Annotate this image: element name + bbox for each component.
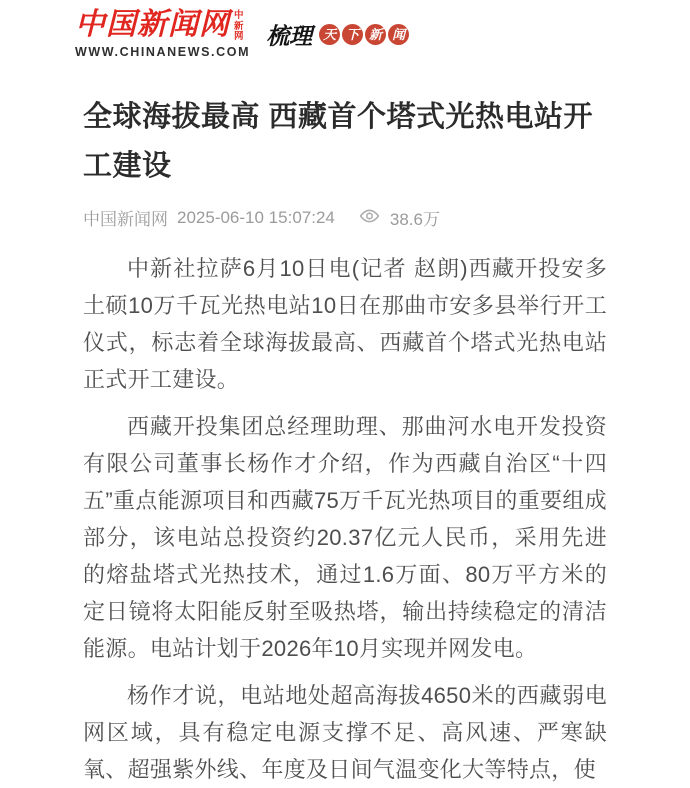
- article-source: 中国新闻网: [83, 205, 168, 230]
- article-paragraph: 中新社拉萨6月10日电(记者 赵朗)西藏开投安多土硕10万千瓦光热电站10日在那曲市安多县举行开工仪式，标志着全球海拔最高、西藏首个塔式光热电站正式开工建设。: [83, 250, 607, 398]
- chinanews-logo-side-text: 中新网: [234, 9, 246, 43]
- article-paragraph: 杨作才说，电站地处超高海拔4650米的西藏弱电网区域，具有稳定电源支撑不足、高风速、严寒缺氧、超强紫外线、年度及日间气温变化大等特点，使: [83, 677, 607, 788]
- slogan-stamp: 新: [365, 24, 386, 45]
- chinanews-logo[interactable]: [75, 9, 250, 61]
- article-title: 全球海拔最高 西藏首个塔式光热电站开工建设: [83, 93, 607, 193]
- chinanews-logo-text: 中国新闻网: [75, 9, 230, 41]
- chinanews-logo-url: WWW.CHINANEWS.COM: [75, 45, 250, 59]
- article-paragraph: 西藏开投集团总经理助理、那曲河水电开发投资有限公司董事长杨作才介绍，作为西藏自治区“十四五”重点能源项目和西藏75万千瓦光热项目的重要组成部分，该电站总投资约20.37亿元人民币，采用先进的熔盐塔式光热技术，通过1.6万面、80万平方米的定日镜将太阳能反射至吸热塔，输出持续稳定的清洁能源。电站计划于2026年10月实现并网发电。: [83, 408, 607, 667]
- slogan-logo: [266, 9, 409, 51]
- view-counter: [359, 205, 440, 230]
- slogan-stamp: 下: [342, 24, 363, 45]
- article-body: [83, 250, 607, 788]
- eye-icon: [359, 208, 380, 228]
- slogan-prefix-text: 梳理: [266, 18, 312, 51]
- view-count: 38.6万: [390, 205, 440, 230]
- article-byline: [83, 205, 607, 230]
- article-timestamp: 2025-06-10 15:07:24: [177, 208, 335, 228]
- slogan-stamp: 天: [319, 24, 340, 45]
- slogan-stamp: 闻: [388, 24, 409, 45]
- masthead: [75, 9, 607, 61]
- article: [83, 93, 607, 788]
